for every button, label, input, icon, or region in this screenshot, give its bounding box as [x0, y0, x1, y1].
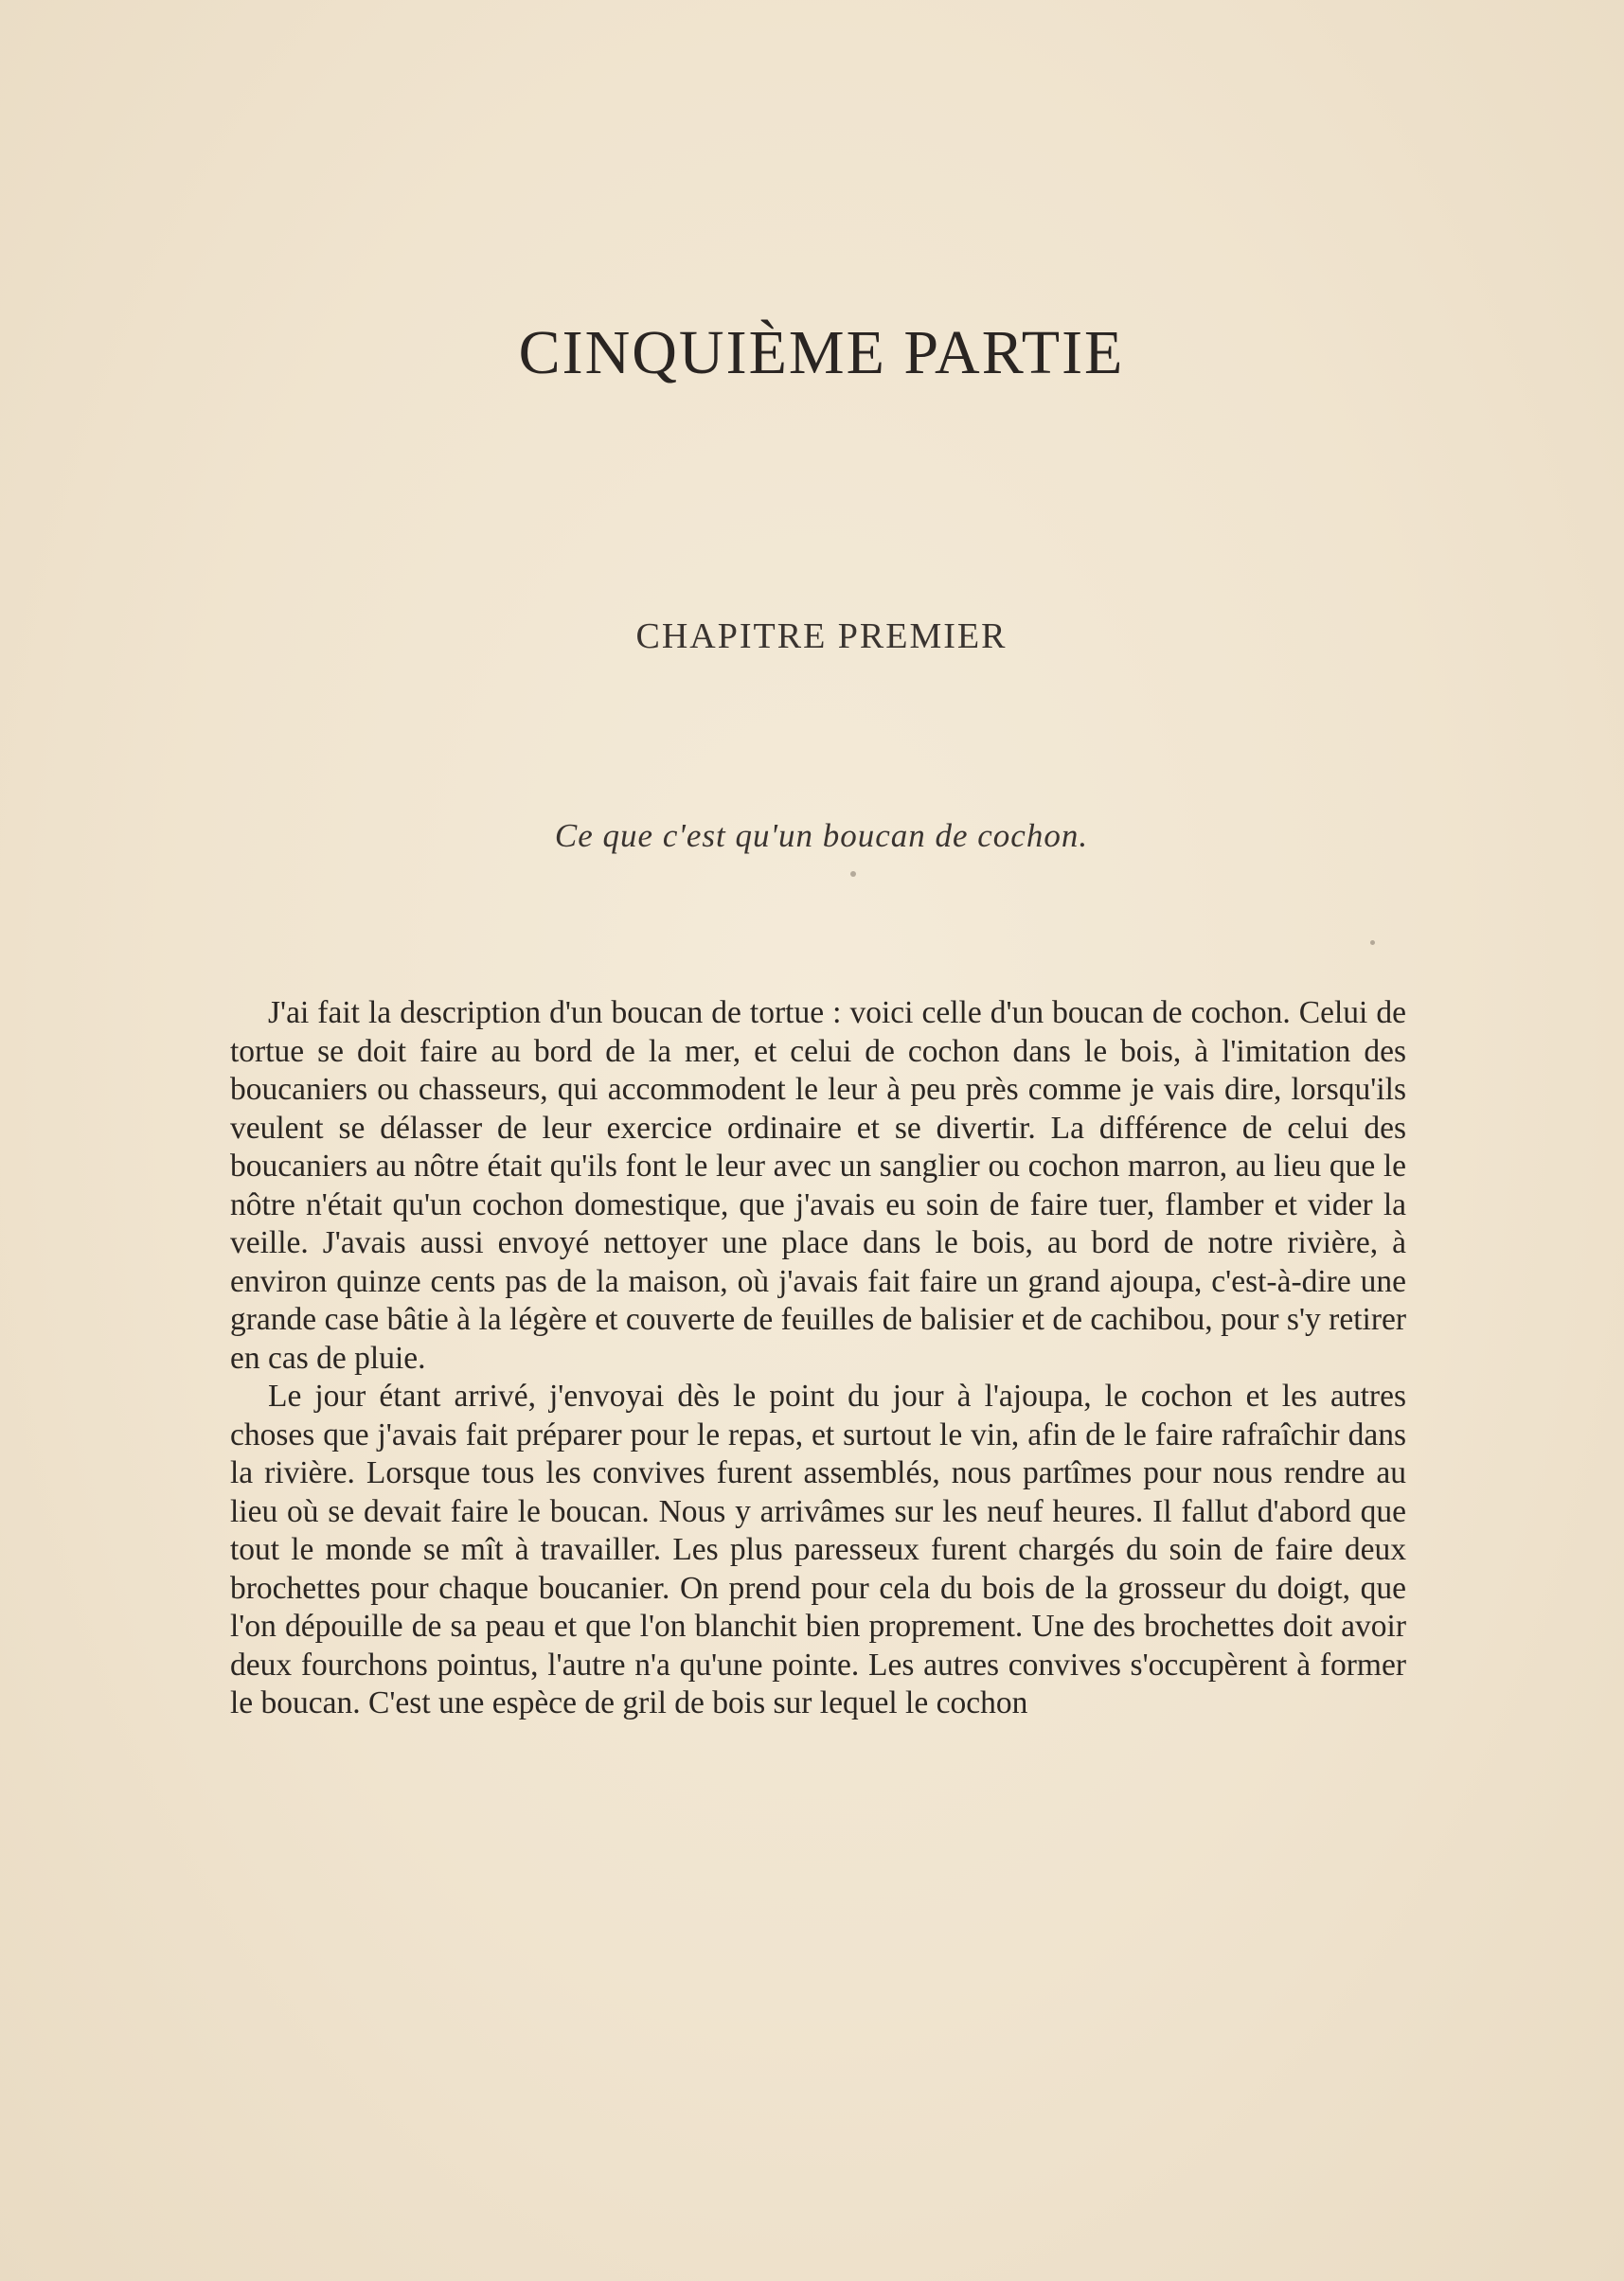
body-text — [230, 994, 1406, 1723]
part-title: CINQUIÈME PARTIE — [518, 318, 1125, 387]
paragraph-2: Le jour étant arrivé, j'envoyai dès le point du jour à l'ajoupa, le cochon et les autres choses que j'avais fait préparer pour le repas, et surtout le vin, afin de le faire rafraîchir dans la rivière. Lorsque tous les convives furent assemblés, nous partîmes pour nous rendre au lieu où se devait faire le boucan. Nous y arrivâmes sur les neuf heures. Il fallut d'abord que tout le monde se mît à travailler. Les plus paresseux furent chargés du soin de faire deux brochettes pour chaque boucanier. On prend pour cela du bois de la grosseur du doigt, que l'on dépouille de sa peau et que l'on blanchit bien proprement. Une des brochettes doit avoir deux fourchons pointus, l'autre n'a qu'une pointe. Les autres convives s'occupèrent à former le boucan. C'est une espèce de gril de bois sur lequel le cochon — [230, 1379, 1406, 1720]
paragraph-1: J'ai fait la description d'un boucan de tortue : voici celle d'un boucan de cochon. Celui de tortue se doit faire au bord de la mer, et celui de cochon dans le bois, à l'imitation des boucaniers ou chasseurs, qui accommodent le leur à peu près comme je vais dire, lorsqu'ils veulent se délasser de leur exercice ordinaire et se divertir. La différence de celui des boucaniers au nôtre était qu'ils font le leur avec un sanglier ou cochon marron, au lieu que le nôtre n'était qu'un cochon domestique, que j'avais eu soin de faire tuer, flamber et vider la veille. J'avais aussi envoyé nettoyer une place dans le bois, au bord de notre rivière, à environ quinze cents pas de la maison, où j'avais fait faire un grand ajoupa, c'est-à-dire une grande case bâtie à la légère et couverte de feuilles de balisier et de cachibou, pour s'y retirer en cas de pluie. — [230, 995, 1406, 1376]
paper-speck — [1370, 940, 1375, 945]
chapter-subtitle: Ce que c'est qu'un boucan de cochon. — [554, 817, 1089, 854]
paper-speck — [850, 871, 856, 877]
chapter-title: CHAPITRE PREMIER — [635, 616, 1008, 656]
